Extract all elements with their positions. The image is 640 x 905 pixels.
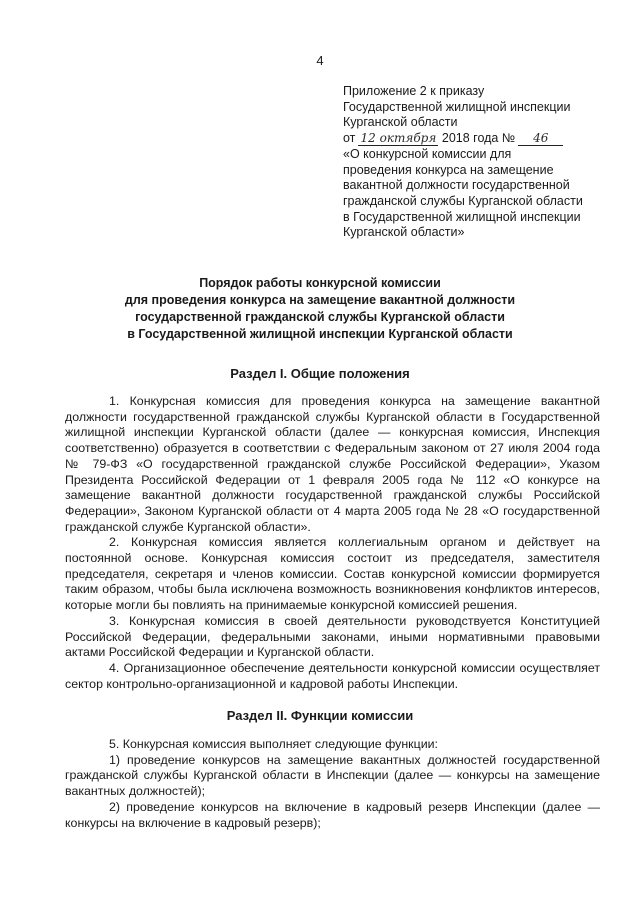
title-line: для проведения конкурса на замещение вакантной должности <box>124 293 516 307</box>
appendix-quote-line: «О конкурсной комиссии для <box>343 146 512 161</box>
appendix-line: Курганской области <box>343 115 458 130</box>
appendix-quote-line: вакантной должности государственной <box>343 178 570 193</box>
title-line: в Государственной жилищной инспекции Курганской области <box>127 327 513 341</box>
appendix-date-line <box>343 131 605 147</box>
appendix-line: Государственной жилищной инспекции <box>343 99 571 114</box>
appendix-quote-line: Курганской области» <box>343 225 465 240</box>
paragraph: 4. Организационное обеспечение деятельности конкурсной комиссии осуществляет сектор контрольно-организационной и кадровой работы Инспекции. <box>65 660 600 691</box>
title-line: Порядок работы конкурсной комиссии <box>199 276 441 290</box>
handwritten-date: 12 октября <box>360 131 437 146</box>
section-2-body <box>65 737 600 831</box>
paragraph: 3. Конкурсная комиссия в своей деятельности руководствуется Конституцией Российской Федерации, федеральными законами, иными нормативными правовыми актами Российской Федерации и Курганской области. <box>65 613 600 660</box>
appendix-quote-line: гражданской службы Курганской области <box>343 193 583 208</box>
number-field <box>518 132 563 146</box>
date-suffix: 2018 года № <box>441 131 516 146</box>
title-line: государственной гражданской службы Курганской области <box>135 310 505 324</box>
paragraph: 1) проведение конкурсов на замещение вакантных должностей государственной гражданской службы Курганской области в Инспекции (далее — конкурсы на замещение вакантных должностей); <box>65 752 600 799</box>
appendix-quote-line: проведения конкурса на замещение <box>343 162 554 177</box>
handwritten-number: 46 <box>533 131 549 146</box>
paragraph: 1. Конкурсная комиссия для проведения конкурса на замещение вакантной должности государственной гражданской службы Курганской области в Государственной жилищной инспекции Курганской области (далее — конкурсная комиссия, Инспекция соответственно) образуется в соответствии с Федеральным законом от 27 июля 2004 года № 79-ФЗ «О государственной гражданской службе Российской Федерации», Указом Президента Российской Федерации от 1 февраля 2005 года № 112 «О конкурсе на замещение вакантной должности государственной гражданской службы Российской Федерации», Законом Курганской области от 4 марта 2005 года № 28 «О государственной гражданской службе Курганской области». <box>65 394 600 534</box>
page-number: 4 <box>316 53 324 68</box>
section-1-body <box>65 394 600 692</box>
paragraph: 2. Конкурсная комиссия является коллегиальным органом и действует на постоянной основе. Конкурсная комиссия состоит из председателя, заместителя председателя, секретаря и членов комиссии. Состав конкурсной комиссии формируется таким образом, чтобы была исключена возможность возникновения конфликтов интересов, которые могли бы повлиять на принимаемые конкурсной комиссией решения. <box>65 535 600 613</box>
section-1-heading: Раздел I. Общие положения <box>230 366 410 381</box>
date-field <box>358 132 438 146</box>
appendix-quote-line: в Государственной жилищной инспекции <box>343 209 581 224</box>
document-title <box>60 275 580 343</box>
date-prefix: от <box>343 131 356 146</box>
paragraph: 5. Конкурсная комиссия выполняет следующие функции: <box>109 737 438 751</box>
section-2-heading: Раздел II. Функции комиссии <box>226 708 414 723</box>
appendix-line: Приложение 2 к приказу <box>343 84 485 98</box>
appendix-block <box>343 84 605 241</box>
paragraph: 2) проведение конкурсов на включение в кадровый резерв Инспекции (далее — конкурсы на включение в кадровый резерв); <box>65 799 600 830</box>
